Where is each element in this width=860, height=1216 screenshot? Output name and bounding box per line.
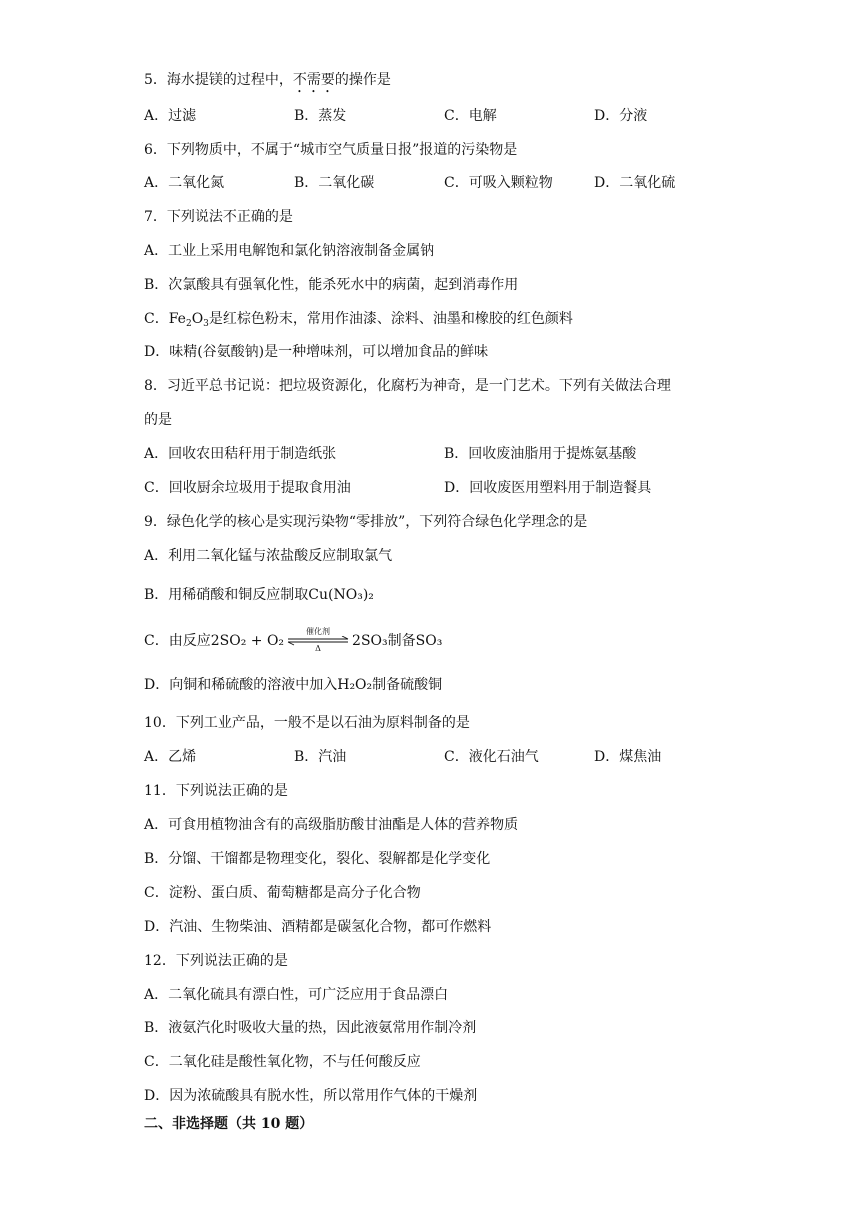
- q7-option-d[interactable]: D．味精(谷氨酸钠)是一种增味剂，可以增加食品的鲜味: [144, 344, 489, 360]
- q10-option-a[interactable]: A．乙烯: [144, 749, 197, 765]
- q7c-sub-2: 2: [185, 319, 192, 329]
- question-8-stem-line2: 的是: [144, 412, 172, 428]
- question-7-stem: 7．下列说法不正确的是: [144, 209, 293, 225]
- reversible-arrow-icon: [286, 627, 350, 653]
- question-9-stem: 9．绿色化学的核心是实现污染物“零排放”，下列符合绿色化学理念的是: [144, 514, 588, 530]
- question-8-stem-line1: 8．习近平总书记说：把垃圾资源化，化腐朽为神奇，是一门艺术。下列有关做法合理: [144, 378, 671, 394]
- q9c-product: SO₃: [415, 633, 443, 649]
- q9c-reactants: 2SO₂ + O₂: [210, 633, 285, 649]
- q8-option-c[interactable]: C．回收厨余垃圾用于提取食用油: [144, 480, 351, 496]
- q12-option-b[interactable]: B．液氨汽化时吸收大量的热，因此液氨常用作制冷剂: [144, 1020, 477, 1036]
- q11-option-c[interactable]: C．淀粉、蛋白质、葡萄糖都是高分子化合物: [144, 885, 421, 901]
- q11-option-d[interactable]: D．汽油、生物柴油、酒精都是碳氢化合物，都可作燃料: [144, 919, 492, 935]
- q6-option-a[interactable]: A．二氧化氮: [144, 175, 225, 191]
- q9d-formula: H₂O₂: [337, 677, 373, 693]
- q9d-text-rest: 制备硫酸铜: [372, 677, 443, 693]
- q5-stem-part2: 的操作是: [334, 72, 391, 88]
- question-11-stem: 11．下列说法正确的是: [144, 783, 288, 799]
- q7c-text-rest: 是红棕色粉末，常用作油漆、涂料、油墨和橡胶的红色颜料: [208, 311, 573, 327]
- q9-option-b[interactable]: [144, 585, 374, 605]
- q9-option-c[interactable]: [144, 627, 443, 653]
- q11-option-b[interactable]: B．分馏、干馏都是物理变化，裂化、裂解都是化学变化: [144, 851, 491, 867]
- question-10-stem: 10．下列工业产品，一般不是以石油为原料制备的是: [144, 715, 470, 731]
- q5-stem-part1: 5．海水提镁的过程中，: [144, 72, 293, 88]
- q7-option-a[interactable]: A．工业上采用电解饱和氯化钠溶液制备金属钠: [144, 243, 435, 259]
- q12-option-d[interactable]: D．因为浓硫酸具有脱水性，所以常用作气体的干燥剂: [144, 1088, 478, 1104]
- q8-option-b[interactable]: B．回收废油脂用于提炼氨基酸: [444, 446, 637, 462]
- question-5-stem: [144, 70, 391, 96]
- q10-option-c[interactable]: C．液化石油气: [444, 749, 539, 765]
- q6-option-c[interactable]: C．可吸入颗粒物: [444, 175, 553, 191]
- q7c-sub-3: 3: [203, 319, 209, 329]
- q12-option-c[interactable]: C．二氧化硅是酸性氧化物，不与任何酸反应: [144, 1054, 421, 1070]
- q9-option-d[interactable]: [144, 675, 442, 695]
- q12-option-a[interactable]: A．二氧化硫具有漂白性，可广泛应用于食品漂白: [144, 987, 449, 1003]
- q5-option-a[interactable]: A．过滤: [144, 108, 197, 124]
- question-6-stem: 6．下列物质中，不属于“城市空气质量日报”报道的污染物是: [144, 142, 518, 158]
- q9b-text: B．用稀硝酸和铜反应制取: [144, 587, 309, 603]
- q9d-text: D．向铜和稀硫酸的溶液中加入: [144, 677, 338, 693]
- q7-option-c[interactable]: [144, 309, 573, 329]
- question-12-stem: 12．下列说法正确的是: [144, 953, 288, 969]
- q9c-text: C．由反应: [144, 633, 211, 649]
- q5-option-c[interactable]: C．电解: [444, 108, 497, 124]
- q5-option-b[interactable]: B．蒸发: [294, 108, 347, 124]
- q7-option-b[interactable]: B．次氯酸具有强氧化性，能杀死水中的病菌，起到消毒作用: [144, 277, 519, 293]
- q9b-formula: Cu(NO₃)₂: [308, 587, 374, 603]
- q8-option-d[interactable]: D．回收废医用塑料用于制造餐具: [444, 480, 652, 496]
- q9c-catalyst: 催化剂: [306, 627, 331, 636]
- q11-option-a[interactable]: A．可食用植物油含有的高级脂肪酸甘油酯是人体的营养物质: [144, 817, 519, 833]
- q10-option-d[interactable]: D．煤焦油: [594, 749, 662, 765]
- q9c-product-eq: 2SO₃: [352, 633, 388, 649]
- q6-option-d[interactable]: D．二氧化硫: [594, 175, 676, 191]
- q5-emphasis: 不需要: [292, 72, 335, 88]
- q7c-text-fe: C．Fe: [144, 311, 186, 327]
- q9-option-a[interactable]: A．利用二氧化锰与浓盐酸反应制取氯气: [144, 548, 393, 564]
- q9c-heat: Δ: [315, 644, 321, 653]
- q10-option-b[interactable]: B．汽油: [294, 749, 347, 765]
- q7c-text-o: O: [191, 311, 204, 327]
- section-2-heading: 二、非选择题（共 10 题）: [144, 1116, 314, 1132]
- q8-option-a[interactable]: A．回收农田秸秆用于制造纸张: [144, 446, 337, 462]
- q9c-text-mid: 制备: [387, 633, 416, 649]
- q5-option-d[interactable]: D．分液: [594, 108, 648, 124]
- q6-option-b[interactable]: B．二氧化碳: [294, 175, 375, 191]
